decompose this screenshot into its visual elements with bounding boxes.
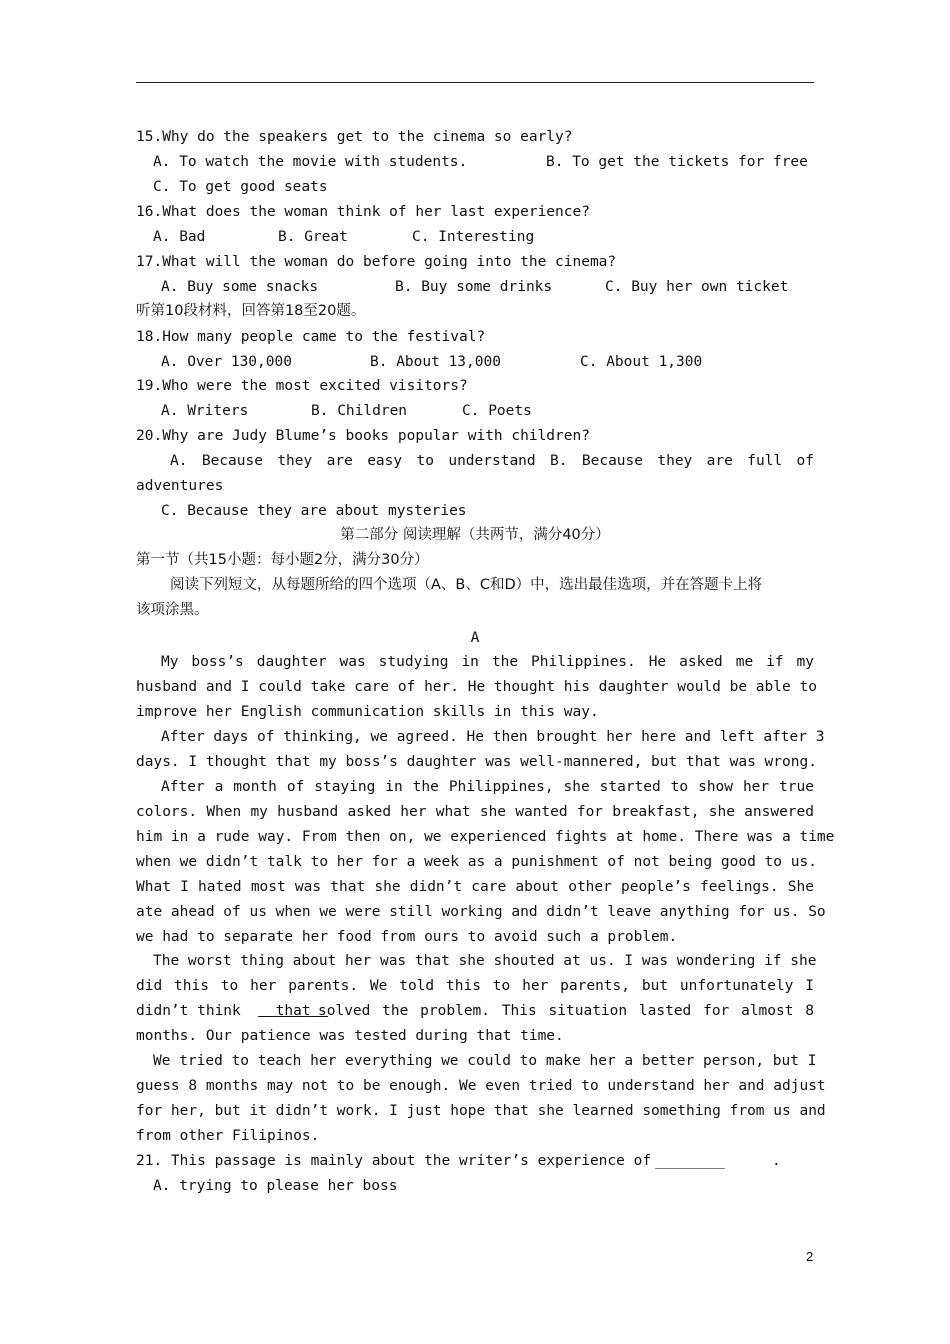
question-20-option-a: A. Because they are easy to understand	[170, 453, 536, 469]
part-two-title: 第二部分 阅读理解（共两节，满分40分）	[340, 527, 610, 543]
question-18-option-a: A. Over 130,000	[161, 354, 292, 370]
passage-line: We tried to teach her everything we could to make her a better person, but I	[153, 1053, 817, 1069]
section-one-heading: 第一节（共15小题：每小题2分，满分30分）	[136, 552, 429, 568]
passage-line-start: didn’t think	[136, 1003, 241, 1019]
question-17-option-c: C. Buy her own ticket	[605, 279, 789, 295]
passage-line: After a month of staying in the Philippines, she started to show her true	[161, 779, 814, 795]
question-16-option-a: A. Bad	[153, 229, 206, 245]
underlined-word: that	[275, 1003, 311, 1019]
passage-line: him in a rude way. From then on, we experienced fights at home. There was a time	[136, 829, 835, 845]
passage-line: guess 8 months may not to be enough. We even tried to understand her and adjust	[136, 1078, 826, 1094]
question-18-option-b: B. About 13,000	[370, 354, 501, 370]
passage-line: days. I thought that my boss’s daughter was well-mannered, but that was wrong.	[136, 754, 817, 770]
question-21-stem: 21. This passage is mainly about the writer’s experience of	[136, 1153, 652, 1169]
question-20-option-b-continued: adventures	[136, 478, 224, 494]
question-19-option-c: C. Poets	[462, 403, 532, 419]
instruction-line-1: 阅读下列短文，从每题所给的四个选项（A、B、C和D）中，选出最佳选项，并在答题卡上将	[170, 577, 763, 593]
question-16-stem: 16.What does the woman think of her last experience?	[136, 204, 590, 220]
passage-line: ate ahead of us when we were still working and didn’t leave anything for us. So	[136, 904, 826, 920]
question-17-stem: 17.What will the woman do before going into the cinema?	[136, 254, 617, 270]
question-16-option-b: B. Great	[278, 229, 348, 245]
passage-letter: A	[470, 630, 480, 646]
page-number: 2	[806, 1249, 814, 1264]
question-15-option-a: A. To watch the movie with students.	[153, 154, 468, 170]
question-19-stem: 19.Who were the most excited visitors?	[136, 378, 468, 394]
question-19-option-b: B. Children	[311, 403, 408, 419]
passage-line: improve her English communication skills in this way.	[136, 704, 599, 720]
header-rule	[136, 82, 814, 83]
passage-line-end: solved the problem. This situation lasted for almost 8	[318, 1003, 814, 1019]
passage-line: colors. When my husband asked her what she wanted for breakfast, she answered	[136, 804, 814, 820]
question-20-option-c: C. Because they are about mysteries	[161, 503, 467, 519]
question-15-option-c: C. To get good seats	[153, 179, 328, 195]
passage-line: What I hated most was that she didn’t care about other people’s feelings. She	[136, 879, 814, 895]
passage-line: months. Our patience was tested during that time.	[136, 1028, 564, 1044]
passage-line: The worst thing about her was that she shouted at us. I was wondering if she	[153, 953, 817, 969]
passage-line: from other Filipinos.	[136, 1128, 320, 1144]
question-20-stem: 20.Why are Judy Blume’s books popular with children?	[136, 428, 590, 444]
section-note: 听第10段材料，回答第18至20题。	[136, 303, 366, 319]
passage-line: we had to separate her food from ours to avoid such a problem.	[136, 929, 678, 945]
question-15-stem: 15.Why do the speakers get to the cinema so early?	[136, 129, 573, 145]
passage-line: when we didn’t talk to her for a week as a punishment of not being good to us.	[136, 854, 817, 870]
passage-line: My boss’s daughter was studying in the Philippines. He asked me if my	[161, 654, 814, 670]
question-21-option-a: A. trying to please her boss	[153, 1178, 398, 1194]
question-21-blank: ________	[655, 1153, 725, 1169]
instruction-line-2: 该项涂黑。	[136, 602, 209, 618]
question-19-option-a: A. Writers	[161, 403, 249, 419]
question-18-stem: 18.How many people came to the festival?	[136, 329, 486, 345]
question-20-option-b: B. Because they are full of	[550, 453, 815, 469]
question-21-period: .	[772, 1153, 781, 1169]
question-15-option-b: B. To get the tickets for free	[546, 154, 808, 170]
passage-line: After days of thinking, we agreed. He then brought her here and left after 3	[161, 729, 825, 745]
passage-line: husband and I could take care of her. He thought his daughter would be able to	[136, 679, 817, 695]
question-17-option-b: B. Buy some drinks	[395, 279, 553, 295]
passage-line	[136, 1002, 328, 1020]
question-17-option-a: A. Buy some snacks	[161, 279, 319, 295]
question-18-option-c: C. About 1,300	[580, 354, 703, 370]
question-16-option-c: C. Interesting	[412, 229, 535, 245]
passage-line: did this to her parents. We told this to her parents, but unfortunately I	[136, 978, 814, 994]
passage-line: for her, but it didn’t work. I just hope that she learned something from us and	[136, 1103, 826, 1119]
question-20-options-ab	[170, 452, 814, 470]
